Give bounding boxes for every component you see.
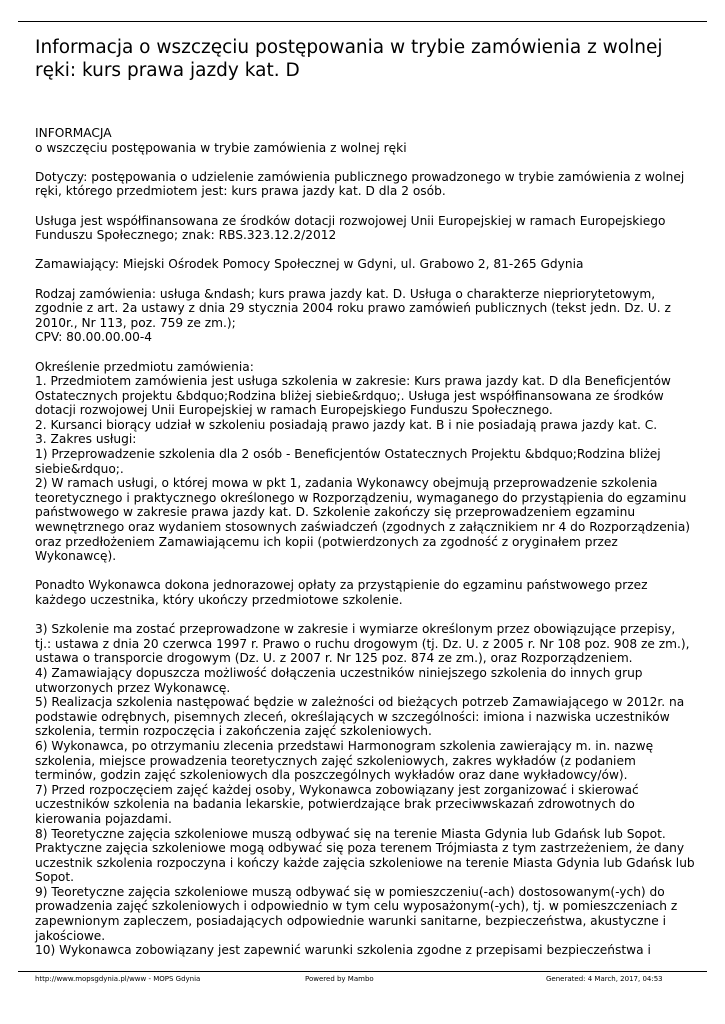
footer-divider	[18, 971, 707, 972]
sub-item-4: 4) Zamawiający dopuszcza możliwość dołączenia uczestników niniejszego szkolenia do innych grup utworzonych przez Wykonawcę.	[35, 665, 643, 695]
paragraph-rodzaj: Rodzaj zamówienia: usługa &ndash; kurs prawa jazdy kat. D. Usługa o charakterze niepriorytetowym, zgodnie z art. 2a ustawy z dnia 29 stycznia 2004 roku prawo zamówień publicznych (tekst jedn. Dz. U. z 2010r., Nr 113, poz. 759 ze zm.);	[35, 286, 671, 330]
paragraph-dotyczy: Dotyczy: postępowania o udzielenie zamówienia publicznego prowadzonego w trybie zamówienia z wolnej ręki, którego przedmiotem jest: kurs prawa jazdy kat. D dla 2 osób.	[35, 169, 685, 199]
sub-item-9: 9) Teoretyczne zajęcia szkoleniowe muszą odbywać się w pomieszczeniu(-ach) dostosowanym(-ych) do prowadzenia zajęć szkoleniowych i odpowiednio w tym celu wyposażonym(-ych), tj. w pomieszczeniach z zapewnionym zapleczem, posiadających odpowiednie warunki sanitarne, bezpieczeństwa, akustyczne i jakościowe.	[35, 884, 678, 943]
sub-item-3: 3) Szkolenie ma zostać przeprowadzone w zakresie i wymiarze określonym przez obowiązujące przepisy, tj.: ustawa z dnia 20 czerwca 1997 r. Prawo o ruchu drogowym (tj. Dz. U. z 2005 r. Nr 108 poz. 908 ze zm.), ustawa o transporcie drogowym (Dz. U. z 2007 r. Nr 125 poz. 874 ze zm.), oraz Rozporządzeniem.	[35, 622, 690, 666]
sub-item-2: 2) W ramach usługi, o której mowa w pkt 1, zadania Wykonawcy obejmują przeprowadzenie szkolenia teoretycznego i praktycznego określonego w Rozporządzeniu, wymaganego do przystąpienia do egzaminu państwowego w zakresie prawa jazdy kat. D. Szkolenie zakończy się przeprowadzeniem egzaminu wewnętrznego oraz wydaniem stosownych zaświadczeń (zgodnych z załącznikiem nr 4 do Rozporządzenia) oraz przedłożeniem Zamawiającemu ich kopii (potwierdzonych za zgodność z oryginałem przez Wykonawcę).	[35, 476, 691, 564]
top-divider	[18, 21, 707, 22]
paragraph-ponadto: Ponadto Wykonawca dokona jednorazowej opłaty za przystąpienie do egzaminu państwowego przez każdego uczestnika, który ukończy przedmiotowe szkolenie.	[35, 578, 648, 607]
paragraph-usluga: Usługa jest współfinansowana ze środków dotacji rozwojowej Unii Europejskiej w ramach Europejskiego Funduszu Społecznego; znak: RBS.323.12.2/2012	[35, 213, 666, 243]
sub-item-10: 10) Wykonawca zobowiązany jest zapewnić warunki szkolenia zgodne z przepisami bezpieczeństwa i	[35, 943, 651, 958]
page-title: Informacja o wszczęciu postępowania w trybie zamówienia z wolnej ręki: kurs prawa jazdy kat. D	[35, 37, 663, 81]
footer-generated: Generated: 4 March, 2017, 04:53	[546, 975, 663, 983]
list-item-1: 1. Przedmiotem zamówienia jest usługa szkolenia w zakresie: Kurs prawa jazdy kat. D dla Beneficjentów Ostatecznych projektu &bdquo;Rodzina bliżej siebie&rdquo;. Usługa jest współfinansowana ze środków dotacji rozwojowej Unii Europejskiej w ramach Europejskiego Funduszu Społecznego.	[35, 374, 671, 418]
heading-subtitle: o wszczęciu postępowania w trybie zamówienia z wolnej ręki	[35, 140, 407, 155]
heading-informacja: INFORMACJA	[35, 126, 112, 140]
sub-item-5: 5) Realizacja szkolenia następować będzie w zależności od bieżących potrzeb Zamawiającego w 2012r. na podstawie odrębnych, pisemnych zleceń, określających w szczególności: imiona i nazwiska uczestników szkolenia, termin rozpoczęcia i zakończenia zajęć szkoleniowych.	[35, 695, 685, 739]
sub-item-8: 8) Teoretyczne zajęcia szkoleniowe muszą odbywać się na terenie Miasta Gdynia lub Gdańsk lub Sopot. Praktyczne zajęcia szkoleniowe mogą odbywać się poza terenem Trójmiasta z tym zastrzeżeniem, że dany uczestnik szkolenia rozpoczyna i kończy każde zajęcia szkoleniowe na terenie Miasta Gdynia lub Gdańsk lub Sopot.	[35, 826, 695, 885]
paragraph-zamawiajacy: Zamawiający: Miejski Ośrodek Pomocy Społecznej w Gdyni, ul. Grabowo 2, 81-265 Gdynia	[35, 257, 584, 272]
list-item-2: 2. Kursanci biorący udział w szkoleniu posiadają prawo jazdy kat. B i nie posiadają prawa jazdy kat. C.	[35, 417, 658, 432]
paragraph-cpv: CPV: 80.00.00.00-4	[35, 330, 152, 345]
article-body	[35, 126, 695, 958]
sub-item-7: 7) Przed rozpoczęciem zajęć każdej osoby, Wykonawca zobowiązany jest zorganizować i skierować uczestników szkolenia na badania lekarskie, potwierdzające brak przeciwwskazań zdrowotnych do kierowania pojazdami.	[35, 782, 639, 826]
section-heading-okreslenie: Określenie przedmiotu zamówienia:	[35, 359, 254, 374]
sub-item-1: 1) Przeprowadzenie szkolenia dla 2 osób - Beneficjentów Ostatecznych Projektu &bdquo;Rodzina bliżej siebie&rdquo;.	[35, 447, 661, 476]
footer-powered: Powered by Mambo	[305, 975, 374, 983]
sub-item-6: 6) Wykonawca, po otrzymaniu zlecenia przedstawi Harmonogram szkolenia zawierający m. in. nazwę szkolenia, miejsce prowadzenia teoretycznych zajęć szkoleniowych, zakres wykładów (z podaniem terminów, godzin zajęć szkoleniowych dla poszczególnych wykładów oraz dane wykładowcy/ów).	[35, 738, 654, 783]
footer-url: http://www.mopsgdynia.pl/www - MOPS Gdynia	[35, 975, 201, 983]
list-item-3: 3. Zakres usługi:	[35, 432, 137, 447]
